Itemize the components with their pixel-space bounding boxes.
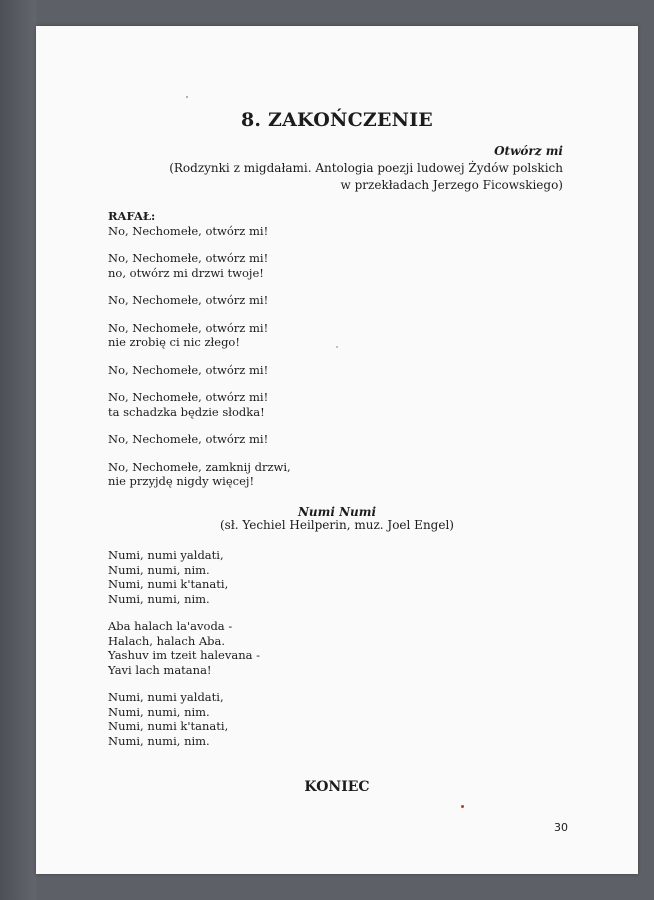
ending-heading: KONIEC: [304, 779, 370, 795]
song-title-otworz-mi: Otwórz mi: [494, 144, 563, 158]
lyric-line: Numi, numi, nim.: [108, 704, 210, 719]
lyric-line: No, Nechomełe, otwórz mi!: [108, 362, 269, 377]
red-speck: [461, 805, 464, 808]
scan-background-edge: [0, 0, 36, 900]
dust-speck: [336, 346, 338, 348]
lyric-line: Halach, halach Aba.: [108, 633, 226, 648]
speaker-label: RAFAŁ:: [108, 209, 156, 223]
stanza: [108, 432, 291, 447]
lyric-line: No, Nechomełe, otwórz mi!: [108, 223, 269, 238]
song-credit: (sł. Yechiel Heilperin, muz. Joel Engel): [220, 518, 454, 532]
lyric-line: nie zrobię ci nic złego!: [108, 335, 240, 349]
stanza: [108, 251, 291, 280]
stanza: [108, 293, 291, 308]
stanza: [108, 619, 260, 677]
document-page: [36, 26, 638, 874]
page-number: 30: [554, 821, 568, 834]
lyric-line: Numi, numi yaldati,: [108, 548, 224, 562]
source-line: (Rodzynki z migdałami. Antologia poezji ludowej Żydów polskich: [169, 161, 563, 175]
lyric-line: ta schadzka będzie słodka!: [108, 404, 265, 419]
lyric-line: Numi, numi, nim.: [108, 733, 210, 748]
page-heading: 8. ZAKOŃCZENIE: [241, 109, 433, 131]
lyric-line: no, otwórz mi drzwi twoje!: [108, 265, 264, 280]
stanza: [108, 390, 291, 419]
dust-speck: [186, 96, 188, 98]
lyric-line: Yashuv im tzeit halevana -: [108, 648, 261, 662]
stanza: [108, 209, 291, 238]
lyric-line: Numi, numi k'tanati,: [108, 719, 229, 733]
song1-lyrics: [108, 209, 291, 502]
lyric-line: nie przyjdę nigdy więcej!: [108, 474, 255, 488]
song-source-note: [169, 160, 563, 194]
lyric-line: No, Nechomełe, otwórz mi!: [108, 432, 269, 446]
lyric-line: Yavi lach matana!: [108, 662, 212, 677]
stanza: [108, 321, 291, 350]
stanza: [108, 460, 291, 489]
lyric-line: Numi, numi k'tanati,: [108, 577, 229, 591]
lyric-line: Numi, numi yaldati,: [108, 690, 224, 704]
lyric-line: No, Nechomełe, otwórz mi!: [108, 293, 269, 307]
stanza: [108, 690, 260, 748]
lyric-line: Numi, numi, nim.: [108, 562, 210, 577]
lyric-line: Aba halach la'avoda -: [108, 619, 233, 633]
song-title-numi-numi: Numi Numi: [297, 505, 377, 519]
lyric-line: No, Nechomełe, zamknij drzwi,: [108, 459, 291, 474]
lyric-line: No, Nechomełe, otwórz mi!: [108, 320, 269, 335]
lyric-line: Numi, numi, nim.: [108, 591, 210, 606]
lyric-line: No, Nechomełe, otwórz mi!: [108, 251, 269, 265]
stanza: [108, 363, 291, 378]
stanza: [108, 548, 260, 606]
source-line: w przekładach Jerzego Ficowskiego): [340, 178, 563, 192]
song2-lyrics: [108, 548, 260, 761]
lyric-line: No, Nechomełe, otwórz mi!: [108, 390, 269, 404]
